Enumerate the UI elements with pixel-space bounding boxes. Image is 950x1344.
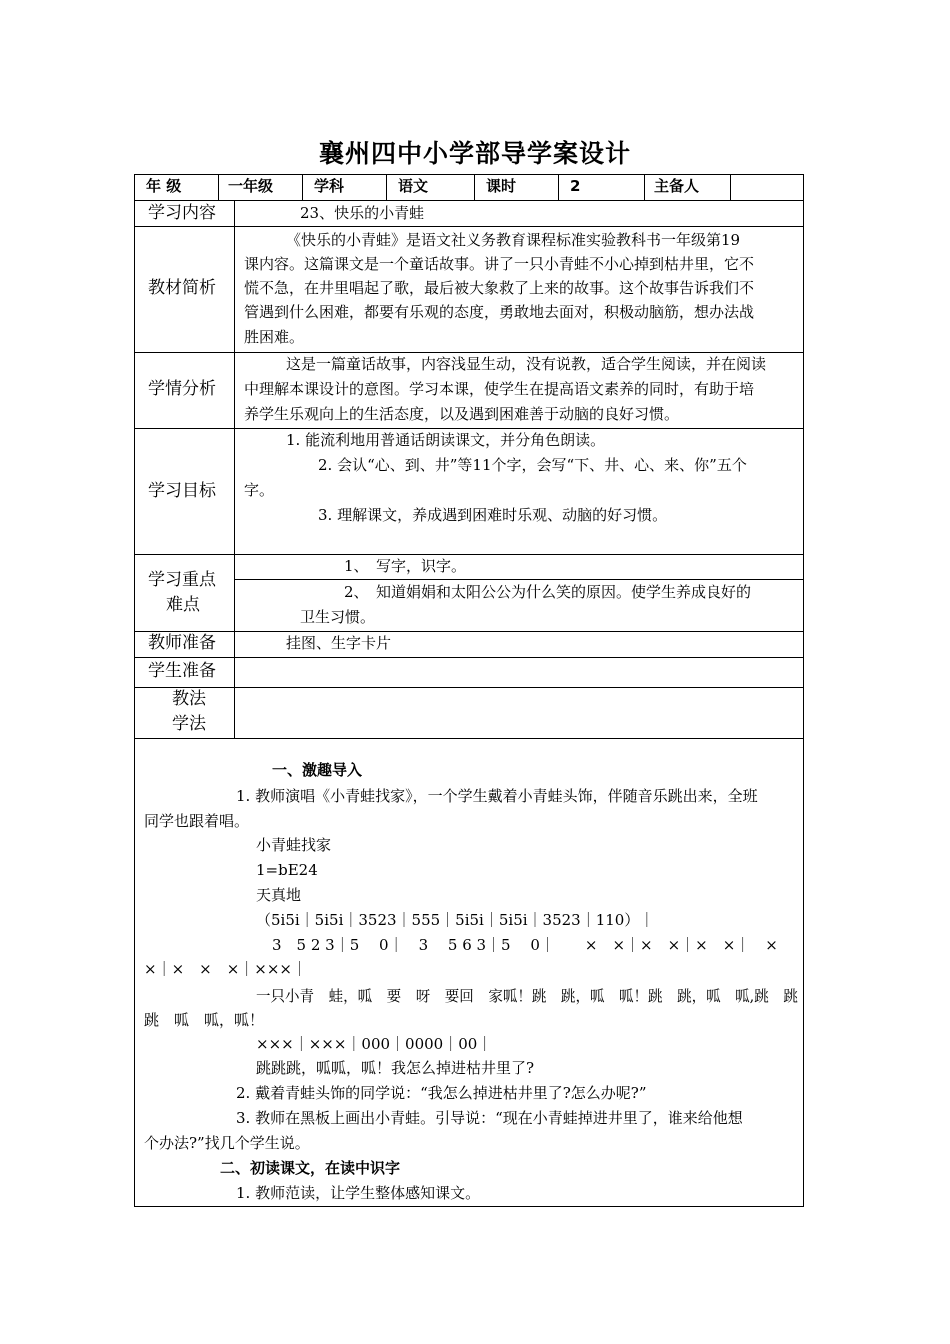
lyrics-line: 跳 呱 呱，呱！ <box>144 1011 265 1029</box>
teacher-prep-label: 教师准备 <box>148 633 216 653</box>
song-title: 小青蛙找家 <box>256 836 332 854</box>
key-points-label: 学习重点 <box>148 570 216 590</box>
col-divider <box>386 174 387 200</box>
textbook-line: 慌不急，在井里唱起了歌，最后被大象救了上来的故事。这个故事告诉我们不 <box>244 279 755 297</box>
analysis-line: 这是一篇童话故事，内容浅显生动，没有说教，适合学生阅读，并在阅读 <box>286 355 767 373</box>
analysis-label: 学情分析 <box>148 379 216 399</box>
grade-label: 年 级 <box>146 177 182 195</box>
goals-line: 3. 理解课文，养成遇到困难时乐观、动脑的好习惯。 <box>318 506 668 524</box>
song-mood: 天真地 <box>256 886 302 904</box>
key-point-2-cont: 卫生习惯。 <box>300 608 376 626</box>
hours-label: 课时 <box>486 177 517 195</box>
goals-line: 1. 能流利地用普通话朗读课文，并分角色朗读。 <box>286 431 606 449</box>
key-point-1: 1、 写字，识字。 <box>344 557 467 575</box>
row-divider <box>234 579 804 580</box>
col-divider <box>218 174 219 200</box>
notation-line: ×｜× × ×｜×××｜ <box>144 960 307 978</box>
song-key: 1=bE24 <box>256 861 318 879</box>
textbook-line: 《快乐的小青蛙》是语文社义务教育课程标准实验教科书一年级第19 <box>286 231 741 249</box>
teacher-prep-value: 挂图、生字卡片 <box>286 634 392 652</box>
col-divider <box>730 174 731 200</box>
lyrics-line: 跳跳跳，呱呱，呱！我怎么掉进枯井里了? <box>256 1059 535 1077</box>
textbook-line: 胜困难。 <box>244 328 305 346</box>
row-divider <box>134 738 804 739</box>
notation-line: ×××｜×××｜000｜0000｜00｜ <box>256 1035 493 1053</box>
analysis-line: 中理解本课设计的意图。学习本课，使学生在提高语文素养的同时，有助于培 <box>244 380 755 398</box>
learning-method-label: 学法 <box>172 714 206 734</box>
textbook-label: 教材简析 <box>148 278 216 298</box>
analysis-line: 养学生乐观向上的生活态度，以及遇到困难善于动脑的良好习惯。 <box>244 405 680 423</box>
section-heading: 二、初读课文，在读中识字 <box>220 1159 401 1177</box>
subject-value: 语文 <box>398 177 429 195</box>
student-prep-label: 学生准备 <box>148 661 216 681</box>
paragraph-line: 1. 教师范读，让学生整体感知课文。 <box>236 1184 481 1202</box>
col-divider <box>302 174 303 200</box>
page-title: 襄州四中小学部导学案设计 <box>318 139 631 168</box>
difficulties-label: 难点 <box>166 595 200 615</box>
col-divider <box>474 174 475 200</box>
paragraph-line: 个办法?”找几个学生说。 <box>144 1134 310 1152</box>
grade-value: 一年级 <box>228 177 274 195</box>
key-point-2: 2、 知道娟娟和太阳公公为什么笑的原因。使学生养成良好的 <box>344 583 752 601</box>
teaching-method-label: 教法 <box>172 689 206 709</box>
lyrics-line: 一只小青 蛙，呱 要 呀 要回 家呱！跳 跳，呱 呱！跳 跳，呱 呱,跳 跳 <box>256 987 798 1005</box>
paragraph-line: 同学也跟着唱。 <box>144 812 250 830</box>
col-divider <box>558 174 559 200</box>
label-column-divider <box>234 200 235 738</box>
section-heading: 一、激趣导入 <box>272 761 363 779</box>
content-value: 23、快乐的小青蛙 <box>300 204 425 222</box>
goals-line: 2. 会认“心、到、井”等11个字，会写“下、井、心、来、你”五个 <box>318 456 747 474</box>
subject-label: 学科 <box>314 177 345 195</box>
textbook-line: 管遇到什么困难，都要有乐观的态度，勇敢地去面对，积极动脑筋，想办法战 <box>244 303 755 321</box>
paragraph-line: 1. 教师演唱《小青蛙找家》，一个学生戴着小青蛙头饰，伴随音乐跳出来，全班 <box>236 787 758 805</box>
goals-line: 字。 <box>244 481 275 499</box>
preparer-label: 主备人 <box>654 177 700 195</box>
textbook-line: 课内容。这篇课文是一个童话故事。讲了一只小青蛙不小心掉到枯井里，它不 <box>244 255 755 273</box>
paragraph-line: 3. 教师在黑板上画出小青蛙。引导说：“现在小青蛙掉进井里了，谁来给他想 <box>236 1109 743 1127</box>
col-divider <box>644 174 645 200</box>
hours-value: 2 <box>570 177 581 195</box>
notation-line: 3 5 2 3｜5 0｜ 3 5 6 3｜5 0｜ × ×｜× ×｜× ×｜ × <box>272 936 778 954</box>
notation-line: （5i5i｜5i5i｜3523｜555｜5i5i｜5i5i｜3523｜110）｜ <box>256 911 655 929</box>
paragraph-line: 2. 戴着青蛙头饰的同学说：“我怎么掉进枯井里了?怎么办呢?” <box>236 1084 647 1102</box>
goals-label: 学习目标 <box>148 481 216 501</box>
content-label: 学习内容 <box>148 203 216 223</box>
